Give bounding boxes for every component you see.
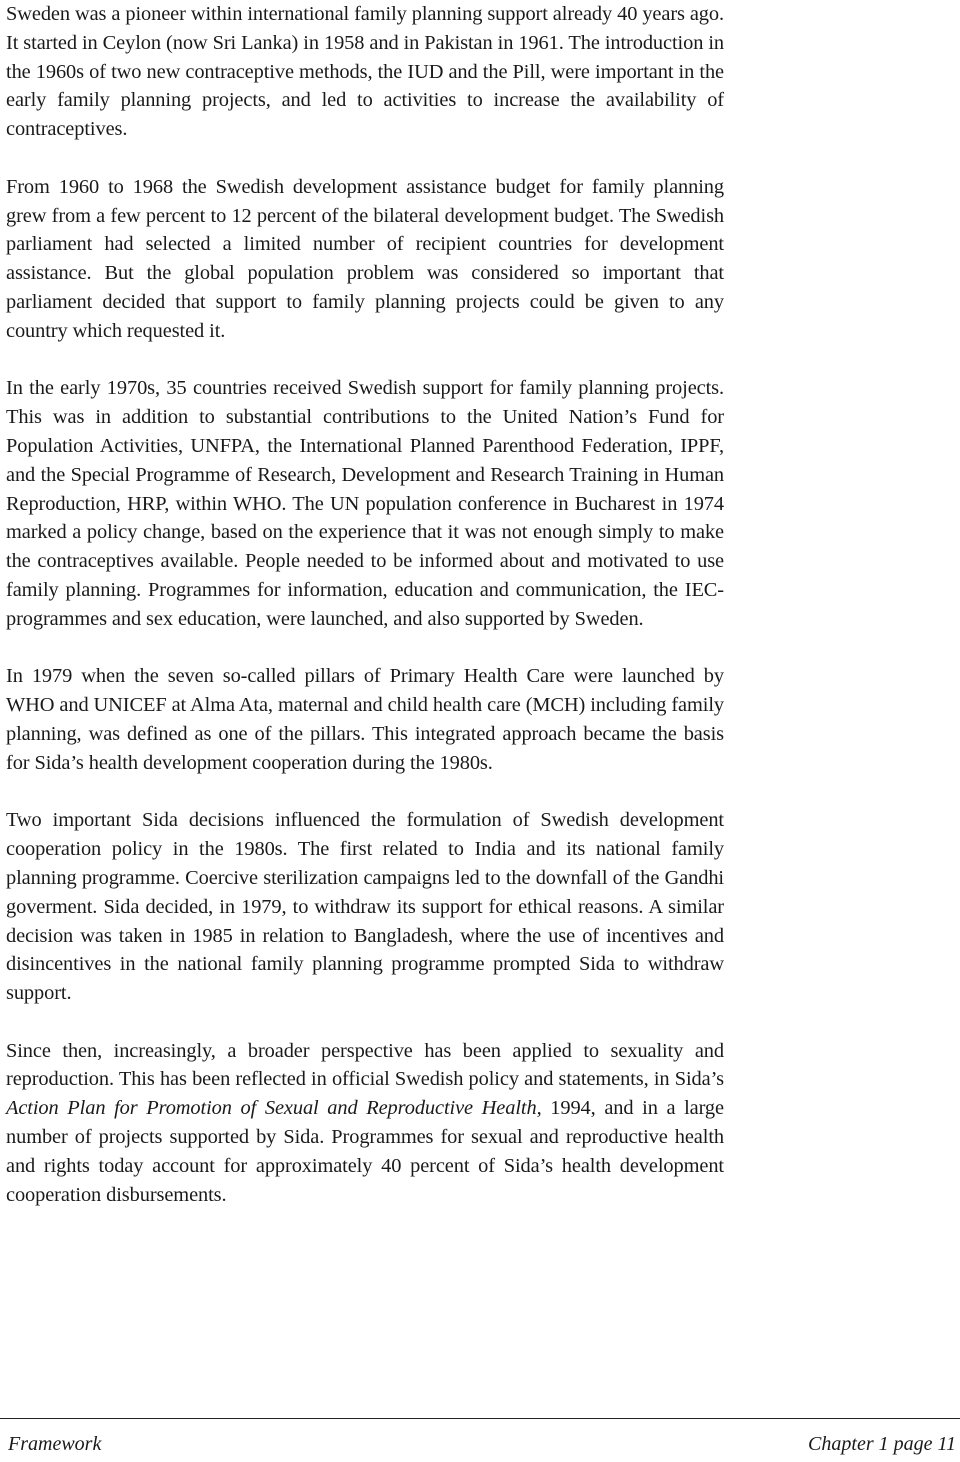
footer-divider [0,1418,960,1419]
paragraph-pioneer: Sweden was a pioneer within international family planning support already 40 years ago. It started in Ceylon (now Sri Lanka) in 1958 and in Pakistan in 1961. The introduction in the 1960s of two new contraceptive methods, the IUD and the Pill, were important in the early family planning projects, and led to activities to increase the availability of contraceptives. [6,3,724,141]
paragraph-primary-health-care: In 1979 when the seven so-called pillars of Primary Health Care were launched by WHO and UNICEF at Alma Ata, maternal and child health care (MCH) including family planning, was defined as one of the pillars. This integrated approach became the basis for Sida’s health development cooperation during the 1980s. [6,665,724,774]
paragraph-sida-decisions: Two important Sida decisions influenced the formulation of Swedish development cooperation policy in the 1980s. The first related to India and its national family planning programme. Coercive sterilization campaigns led to the downfall of the Gandhi goverment. Sida decided, in 1979, to withdraw its support for ethical reasons. A similar decision was taken in 1985 in relation to Bangladesh, where the use of incentives and disincentives in the national family planning programme prompted Sida to withdraw support. [6,809,724,1005]
paragraph-budget: From 1960 to 1968 the Swedish development assistance budget for family planning grew from a few percent to 12 percent of the bilateral development budget. The Swedish parliament had selected a limited number of recipient countries for development assistance. But the global population problem was considered so important that parliament decided that support to family planning projects could be given to any country which requested it. [6,175,724,342]
document-body [6,0,724,1209]
footer-page-number: Chapter 1 page 11 [808,1433,956,1455]
paragraph-text-before: Since then, increasingly, a broader perspective has been applied to sexuality and reproduction. This has been reflected in official Swedish policy and statements, in Sida’s [6,1039,724,1091]
footer-section-name: Framework [8,1433,102,1455]
paragraph-1970s: In the early 1970s, 35 countries received Swedish support for family planning projects. This was in addition to substantial contributions to the United Nation’s Fund for Population Activities, UNFPA, the International Planned Parenthood Federation, IPPF, and the Special Programme of Research, Development and Research Training in Human Reproduction, HRP, within WHO. The UN population conference in Bucharest in 1974 marked a policy change, based on the experience that it was not enough simply to make the contraceptives available. People needed to be informed about and motivated to use family planning. Programmes for information, education and communication, the IEC-programmes and sex education, were launched, and also supported by Sweden. [6,377,724,630]
paragraph-text-after: 1994, and in a large number of projects supported by Sida. Programmes for sexual and reproductive health and rights today account for approximately 40 percent of Sida’s health development cooperation disbursements. [6,1097,724,1206]
paragraph-broader-perspective [6,1037,724,1210]
action-plan-title: Action Plan for Promotion of Sexual and Reproductive Health, [6,1097,542,1120]
